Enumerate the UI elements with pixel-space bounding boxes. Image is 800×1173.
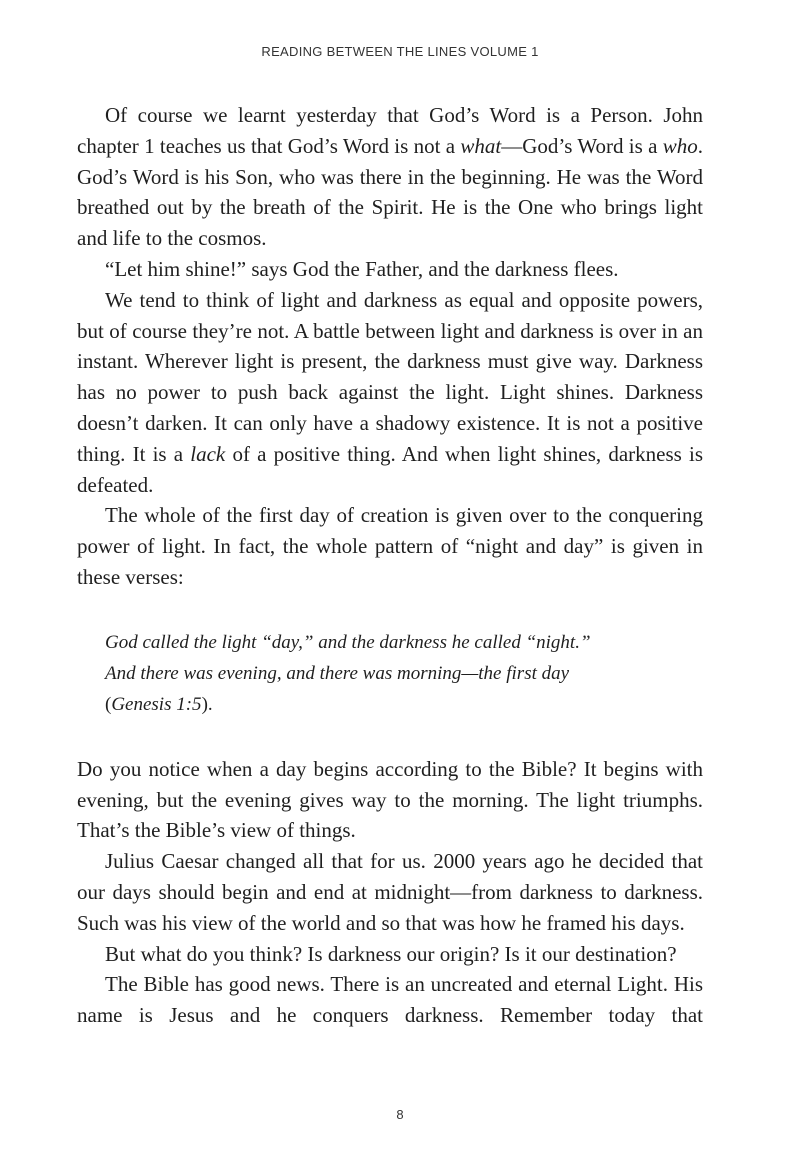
paragraph-6: Julius Caesar changed all that for us. 2000 years ago he decided that our days should begin and end at midnight—from darkness to darkness. Such was his view of the world and so that was how he framed his days. (77, 849, 703, 935)
paragraph-3-text-a: We tend to think of light and darkness as equal and opposite powers, but of course they’re not. A battle between light and darkness is over in an instant. Wherever light is present, the darkness must give way. Darkness has no power to push back against the light. Light shines. Darkness doesn’t darken. It can only have a shadowy existence. It is not a positive thing. It is a (77, 287, 703, 466)
body-text (77, 100, 703, 1031)
quote-line-1: God called the light “day,” and the darkness he called “night.” (105, 631, 591, 653)
quote-reference: Genesis 1:5 (111, 693, 202, 715)
quote-paren-close: ). (201, 693, 213, 715)
paragraph-1-text-c: . God’s Word is his Son, who was there in the beginning. He was the Word breathed out by the breath of the Spirit. He is the One who brings light and life to the cosmos. (77, 133, 703, 251)
emphasis-lack: lack (190, 441, 226, 466)
quote-line-3 (105, 689, 703, 720)
paragraph-2: “Let him shine!” says God the Father, and the darkness flees. (105, 256, 619, 281)
paragraph-1-text-a: Of course we learnt yesterday that God’s Word is a Person. John chapter 1 teaches us that God’s Word is not a (77, 103, 703, 158)
paragraph-4: The whole of the first day of creation is given over to the conquering power of light. In fact, the whole pattern of “night and day” is given in these verses: (77, 503, 703, 589)
emphasis-who: who (662, 133, 698, 158)
scripture-quote (105, 627, 703, 720)
paragraph-1 (77, 100, 703, 254)
paragraph-7: But what do you think? Is darkness our origin? Is it our destination? (105, 941, 677, 966)
paragraph-8: The Bible has good news. There is an uncreated and eternal Light. His name is Jesus and he conquers darkness. Remember today that (77, 972, 703, 1028)
quote-paren-open: ( (105, 693, 112, 715)
running-header: READING BETWEEN THE LINES VOLUME 1 (261, 44, 539, 59)
quote-line-2: And there was evening, and there was morning—the first day (105, 662, 570, 684)
paragraph-3 (77, 285, 703, 501)
page-number: 8 (396, 1107, 404, 1122)
paragraph-3-text-b: of a positive thing. And when light shines, darkness is defeated. (77, 441, 703, 497)
emphasis-what: what (460, 133, 502, 158)
paragraph-5: Do you notice when a day begins according to the Bible? It begins with evening, but the evening gives way to the morning. The light triumphs. That’s the Bible’s view of things. (77, 756, 703, 843)
paragraph-1-text-b: —God’s Word is a (501, 133, 663, 158)
